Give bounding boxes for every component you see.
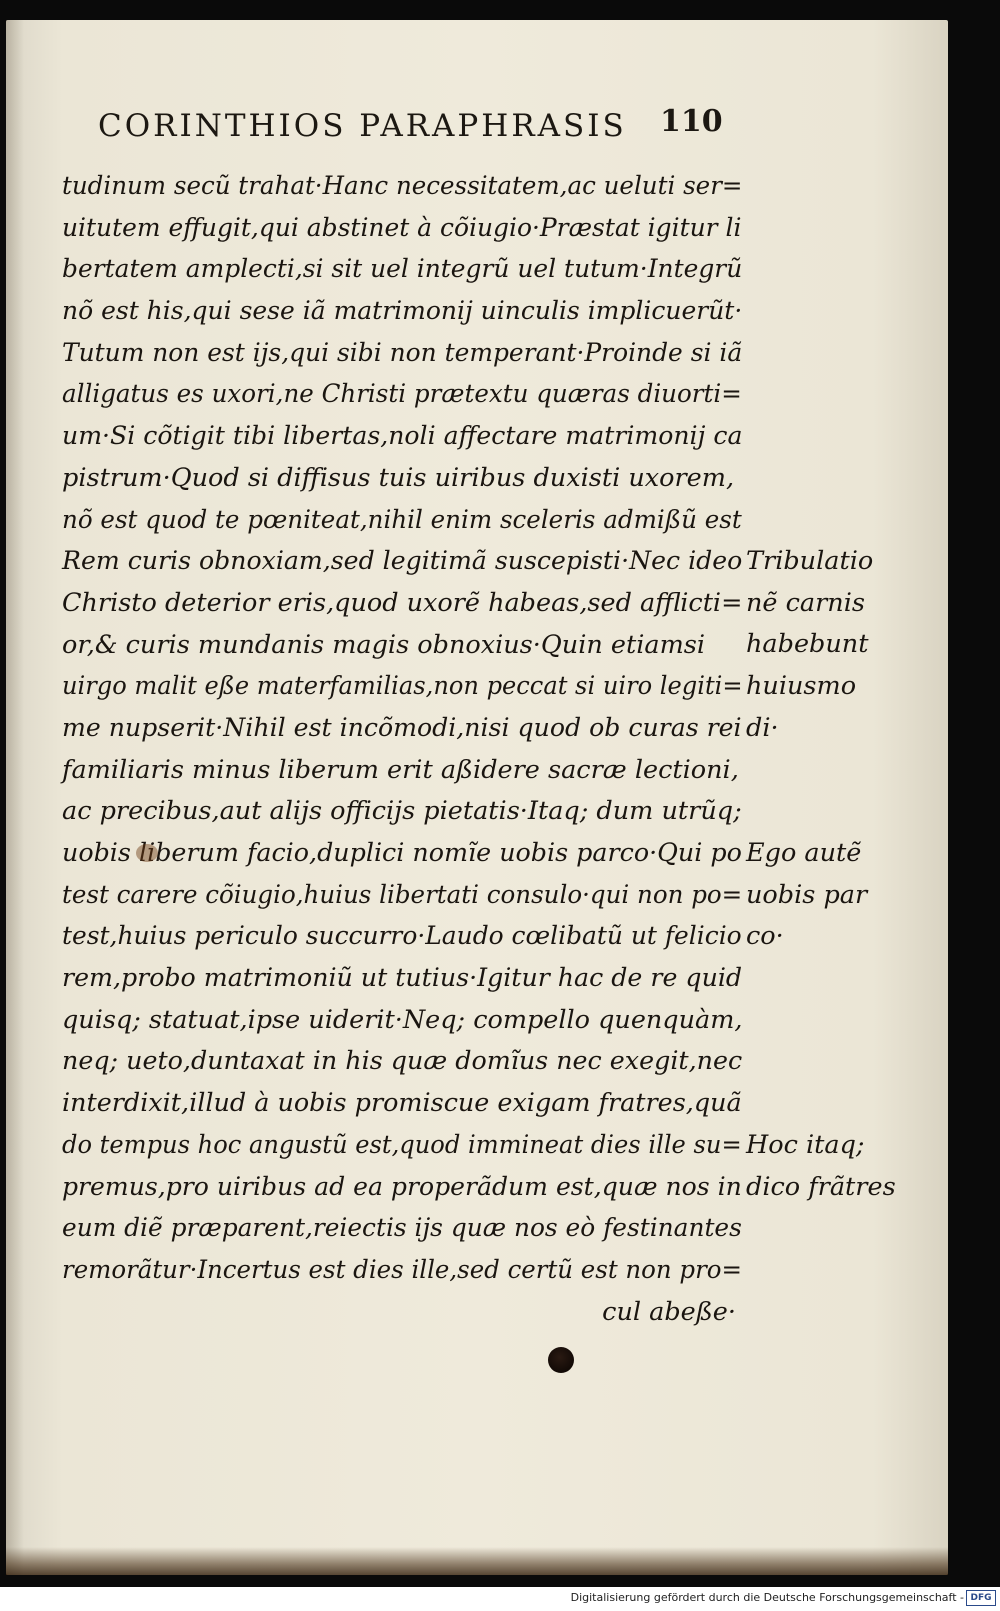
note-line: habebunt <box>746 629 869 660</box>
text-line: test carere cõiugio,huius libertati consulo·qui non po= <box>62 879 743 910</box>
paper-stain <box>136 844 158 862</box>
text-line: remorãtur·Incertus est dies ille,sed certũ est non pro= <box>62 1254 742 1285</box>
text-line: do tempus hoc angustũ est,quod immineat dies ille su= <box>62 1129 742 1160</box>
text-line: nõ est his,qui sese iã matrimonij uinculis implicuerũt· <box>62 296 743 327</box>
text-line: nõ est quod te pœniteat,nihil enim sceleris admißũ est <box>62 504 742 535</box>
note-line: co· <box>746 921 784 952</box>
text-line: uobis liberum facio,duplici nomĩe uobis parco·Qui po <box>62 838 742 868</box>
marginal-note <box>746 541 946 749</box>
text-line: Christo deterior eris,quod uxorẽ habeas,sed afflicti= <box>62 587 743 618</box>
gutter-shadow <box>6 20 24 1575</box>
text-line: test,huius periculo succurro·Laudo cœlibatũ ut felicio <box>62 921 742 952</box>
text-line: pistrum·Quod si diffisus tuis uiribus duxisti uxorem, <box>62 462 735 493</box>
note-line: di· <box>746 712 779 743</box>
ink-blot <box>548 1347 574 1373</box>
text-line: premus,pro uiribus ad ea properãdum est,quæ nos in <box>62 1171 742 1202</box>
footer-bar <box>0 1587 1000 1611</box>
text-line: interdixit,illud à uobis promiscue exigam fratres,quã <box>62 1088 742 1119</box>
text-line: uitutem effugit,qui abstinet à cõiugio·Præstat igitur li <box>62 212 742 243</box>
page-number: 110 <box>660 104 723 139</box>
text-line: um·Si cõtigit tibi libertas,noli affectare matrimonij ca <box>62 421 743 452</box>
text-line: familiaris minus liberum erit aßidere sacræ lectioni, <box>62 754 739 785</box>
text-line: tudinum secũ trahat·Hanc necessitatem,ac ueluti ser= <box>62 171 743 201</box>
text-line: Rem curis obnoxiam,sed legitimã suscepisti·Nec ideo <box>62 546 743 577</box>
note-line: Ego autẽ <box>746 838 862 868</box>
note-line: nẽ carnis <box>746 587 865 618</box>
text-line: neq; ueto,duntaxat in his quæ domĩus nec exegit,nec <box>62 1046 743 1077</box>
note-line: huiusmo <box>746 671 857 702</box>
text-line: rem,probo matrimoniũ ut tutius·Igitur hac de re quid <box>62 963 743 994</box>
text-line: Tutum non est ijs,qui sibi non temperant·Proinde si iã <box>62 337 743 368</box>
catchword-line: cul abeße· <box>602 1296 736 1327</box>
text-line: me nupserit·Nihil est incõmodi,nisi quod ob curas rei <box>62 712 742 743</box>
body-text <box>62 166 742 1333</box>
book-page <box>6 20 948 1575</box>
marginal-note <box>746 833 946 958</box>
note-line: dico frãtres <box>746 1171 896 1202</box>
text-line: or,& curis mundanis magis obnoxius·Quin etiamsi <box>62 629 706 660</box>
text-line: uirgo malit eße materfamilias,non peccat si uiro legiti= <box>62 671 743 702</box>
page-bottom-edge <box>6 1547 948 1575</box>
running-head: CORINTHIOS PARAPHRASIS <box>98 108 627 144</box>
text-line: eum diẽ præparent,reiectis ijs quæ nos eò festinantes <box>62 1213 742 1244</box>
note-line: Hoc itaq; <box>746 1130 865 1160</box>
text-line: quisq; statuat,ipse uiderit·Neq; compello quenquàm, <box>62 1004 743 1035</box>
footer-credit: Digitalisierung gefördert durch die Deutsche Forschungsgemeinschaft - <box>570 1591 964 1604</box>
note-line: uobis par <box>746 879 868 910</box>
marginal-note <box>746 1125 946 1208</box>
note-line: Tribulatio <box>746 546 874 576</box>
dfg-logo: DFG <box>966 1590 996 1606</box>
text-line: alligatus es uxori,ne Christi prætextu quæras diuorti= <box>62 379 742 410</box>
text-line: bertatem amplecti,si sit uel integrũ uel tutum·Integrũ <box>62 254 743 285</box>
text-line: ac precibus,aut alijs officijs pietatis·Itaq; dum utrũq; <box>62 796 742 827</box>
